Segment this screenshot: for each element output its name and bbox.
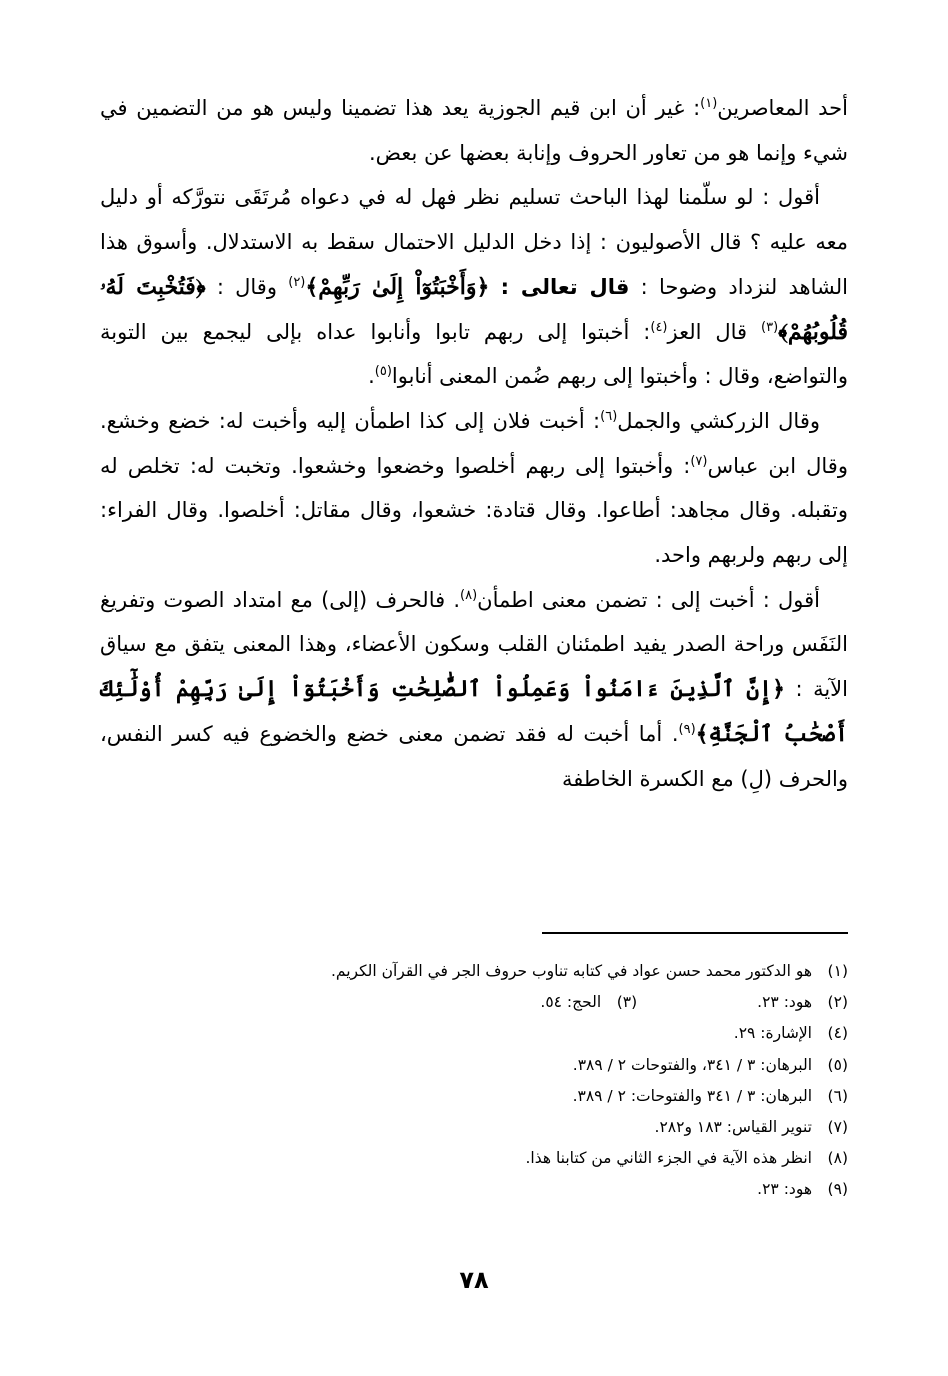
footnote-ref-1[interactable]: (١) (700, 96, 718, 111)
footnote-ref-9[interactable]: (٩) (678, 721, 696, 737)
footnote-number: (٦) (827, 1086, 848, 1105)
paragraph-4 (100, 578, 848, 802)
footnote-item (100, 956, 848, 987)
footnote-item (100, 1174, 848, 1205)
footnote-ref-2[interactable]: (٢) (288, 274, 306, 290)
footnote-text: الحج: ٥٤. (540, 993, 602, 1012)
footnote-text: انظر هذه الآية في الجزء الثاني من كتابنا هذا. (525, 1149, 812, 1168)
footnote-number: (٢) (827, 993, 848, 1012)
footnote-ref-6[interactable]: (٦) (600, 408, 618, 424)
text-run: قال العز (667, 319, 748, 344)
text-run: وقال الزركشي والجمل (617, 408, 820, 433)
footnote-ref-4[interactable]: (٤) (650, 319, 668, 335)
footnote-number: (٨) (827, 1149, 848, 1168)
footnote-item (100, 987, 848, 1018)
text-run: : غير أن ابن قيم الجوزية يعد هذا تضمينا وليس هو من التضمين في شيء وإنما هو من تعاور الحروف وإنابة بعضها عن بعض. (100, 96, 848, 165)
footnote-text: تنوير القياس: ١٨٣ و٢٨٢. (654, 1118, 812, 1137)
footnote-separator (542, 932, 848, 934)
footnote-number: (٧) (827, 1118, 848, 1137)
text-run: : أخبت فلان إلى كذا اطمأن إليه وأخبت له: خضع وخشع. وقال ابن عباس (100, 408, 848, 478)
quran-verse-3: ﴿إِنَّ ٱلَّذِينَ ءَامَنُواْ وَعَمِلُواْ ٱلصَّٰلِحَٰتِ وَأَخْبَتُوٓاْ إِلَىٰ رَبِّهِمْ أُوْلَٰٓئِكَ أَصْحَٰبُ ٱلْجَنَّةِ﴾ (100, 676, 848, 747)
footnote-item (100, 1112, 848, 1143)
paragraph-1 (100, 86, 848, 175)
book-page (100, 86, 848, 1356)
footnote-text: هود: ٢٣. (757, 993, 812, 1012)
text-run: : أخبتوا إلى ربهم تابوا وأنابوا عداه بإلى ليجمع بين التوبة والتواضع، وقال : وأخبتوا إلى ربهم ضُمن المعنى أنابوا (100, 319, 848, 389)
footnote-item (100, 1050, 848, 1081)
footnote-number: (٣) (616, 993, 638, 1012)
footnote-number: (٩) (827, 1180, 848, 1199)
quran-intro: قال تعالى : (500, 274, 630, 299)
footnote-text: البرهان: ٣ / ٣٤١، والفتوحات ٢ / ٣٨٩. (572, 1055, 812, 1074)
text-run: أقول : أخبت إلى : تضمن معنى اطمأن (477, 587, 820, 612)
text-run: : وأخبتوا إلى ربهم أخلصوا وخضعوا وخشعوا. وتخبت له: تخلص له وتقبله. وقال مجاهد: أطاعوا. وقال قتادة: خشعوا، وقال مقاتل: أخلصوا. وقال الفراء: إلى ربهم ولربهم واحد. (100, 453, 848, 568)
text-run: أحد المعاصرين (717, 96, 848, 120)
footnote-text: البرهان: ٣ / ٣٤١ والفتوحات: ٢ / ٣٨٩. (572, 1086, 812, 1105)
quran-verse-2: ﴿فَتُخْبِتَ لَهُۥ قُلُوبُهُمْ﴾ (100, 273, 848, 345)
footnote-item (100, 1143, 848, 1174)
footnote-ref-5[interactable]: (٥) (374, 364, 392, 380)
footnote-ref-8[interactable]: (٨) (460, 587, 478, 603)
paragraph-2 (100, 175, 848, 399)
footnote-ref-3[interactable]: (٣) (761, 319, 779, 335)
footnote-number: (٥) (827, 1055, 848, 1074)
page-number: ٧٨ (459, 1266, 489, 1294)
text-run: . (368, 364, 375, 389)
footnote-item (100, 1018, 848, 1049)
footnote-text: هو الدكتور محمد حسن عواد في كتابه تناوب حروف الجر في القرآن الكريم. (330, 962, 812, 980)
paragraph-3 (100, 399, 848, 578)
footnote-item (100, 1081, 848, 1112)
quran-verse-1: ﴿وَأَخْبَتُوٓاْ إِلَىٰ رَبِّهِمْ﴾ (305, 273, 490, 300)
text-run: . فالحرف (إلى) مع امتداد الصوت وتفريغ النَفَس وراحة الصدر يفيد اطمئنان القلب وسكون الأعضاء، وهذا المعنى يتفق مع سياق الآية : (100, 587, 848, 702)
footnote-text: الإشارة: ٢٩. (733, 1024, 812, 1043)
text-run: . أما أخبت له فقد تضمن معنى خضع والخضوع فيه كسر النفس، والحرف (لِ) مع الكسرة الخاطفة (100, 721, 848, 791)
text-run: وقال : (216, 274, 277, 299)
footnote-number: (٤) (827, 1024, 848, 1043)
text-run: أقول : لو سلّمنا لهذا الباحث تسليم نظر فهل له في دعواه مُرتَقَى نتورَّكه أو دليل معه عليه ؟ قال الأصوليون : إذا دخل الدليل الاحتمال سقط به الاستدلال. وأسوق هذا الشاهد لنزداد وضوحا : (100, 185, 848, 299)
footnote-text: هود: ٢٣. (757, 1180, 812, 1199)
footnote-ref-7[interactable]: (٧) (690, 453, 708, 469)
footnotes (100, 956, 848, 1206)
main-text (100, 86, 848, 801)
footnote-gap (637, 987, 757, 1018)
footnote-number: (١) (827, 962, 848, 980)
